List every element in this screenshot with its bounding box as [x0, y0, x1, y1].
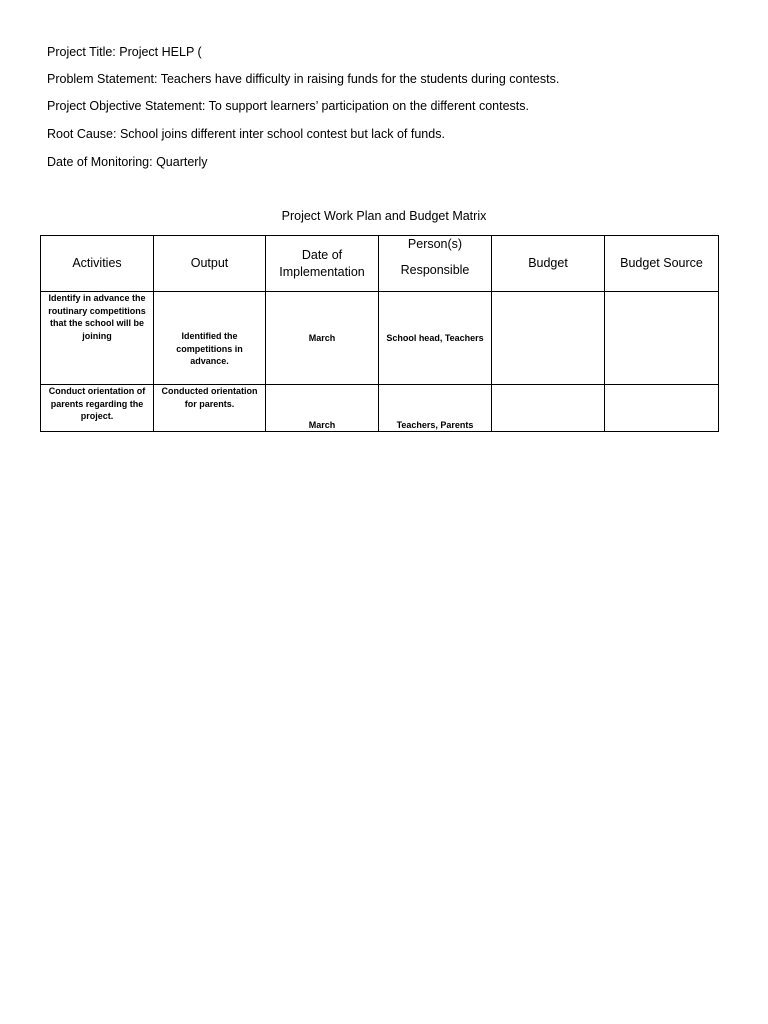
cell-output: Identified the competitions in advance. [154, 292, 266, 385]
col-header-date [266, 236, 379, 292]
problem-statement: Problem Statement: Teachers have difficulty in raising funds for the students during contests. [47, 72, 560, 86]
col-header-date-line1: Date of [301, 247, 343, 262]
date-of-monitoring: Date of Monitoring: Quarterly [47, 155, 208, 169]
table-row [41, 385, 719, 432]
cell-budget [492, 292, 605, 385]
cell-activity: Conduct orientation of parents regarding the project. [41, 385, 154, 432]
cell-budget-source [605, 385, 719, 432]
objective-statement: Project Objective Statement: To support learners’ participation on the different contests. [47, 99, 529, 113]
cell-budget [492, 385, 605, 432]
col-header-budget: Budget [492, 236, 605, 292]
matrix-title: Project Work Plan and Budget Matrix [281, 209, 487, 223]
work-plan-budget-table [40, 235, 719, 432]
root-cause: Root Cause: School joins different inter school contest but lack of funds. [47, 127, 445, 141]
cell-date: March [266, 292, 379, 385]
col-header-date-line2: Implementation [279, 264, 365, 279]
table-row [41, 292, 719, 385]
cell-responsible: School head, Teachers [379, 292, 492, 385]
cell-activity: Identify in advance the routinary competitions that the school will be joining [41, 292, 154, 385]
table-header-row [41, 236, 719, 292]
col-header-output: Output [154, 236, 266, 292]
project-title: Project Title: Project HELP ( [47, 45, 202, 59]
cell-date: March [266, 385, 379, 432]
col-header-responsible [379, 236, 492, 292]
col-header-activities: Activities [41, 236, 154, 292]
col-header-responsible-line2: Responsible [400, 263, 470, 277]
col-header-budget-source: Budget Source [605, 236, 719, 292]
cell-budget-source [605, 292, 719, 385]
cell-output: Conducted orientation for parents. [154, 385, 266, 432]
col-header-responsible-line1: Person(s) [407, 237, 463, 251]
cell-responsible: Teachers, Parents [379, 385, 492, 432]
